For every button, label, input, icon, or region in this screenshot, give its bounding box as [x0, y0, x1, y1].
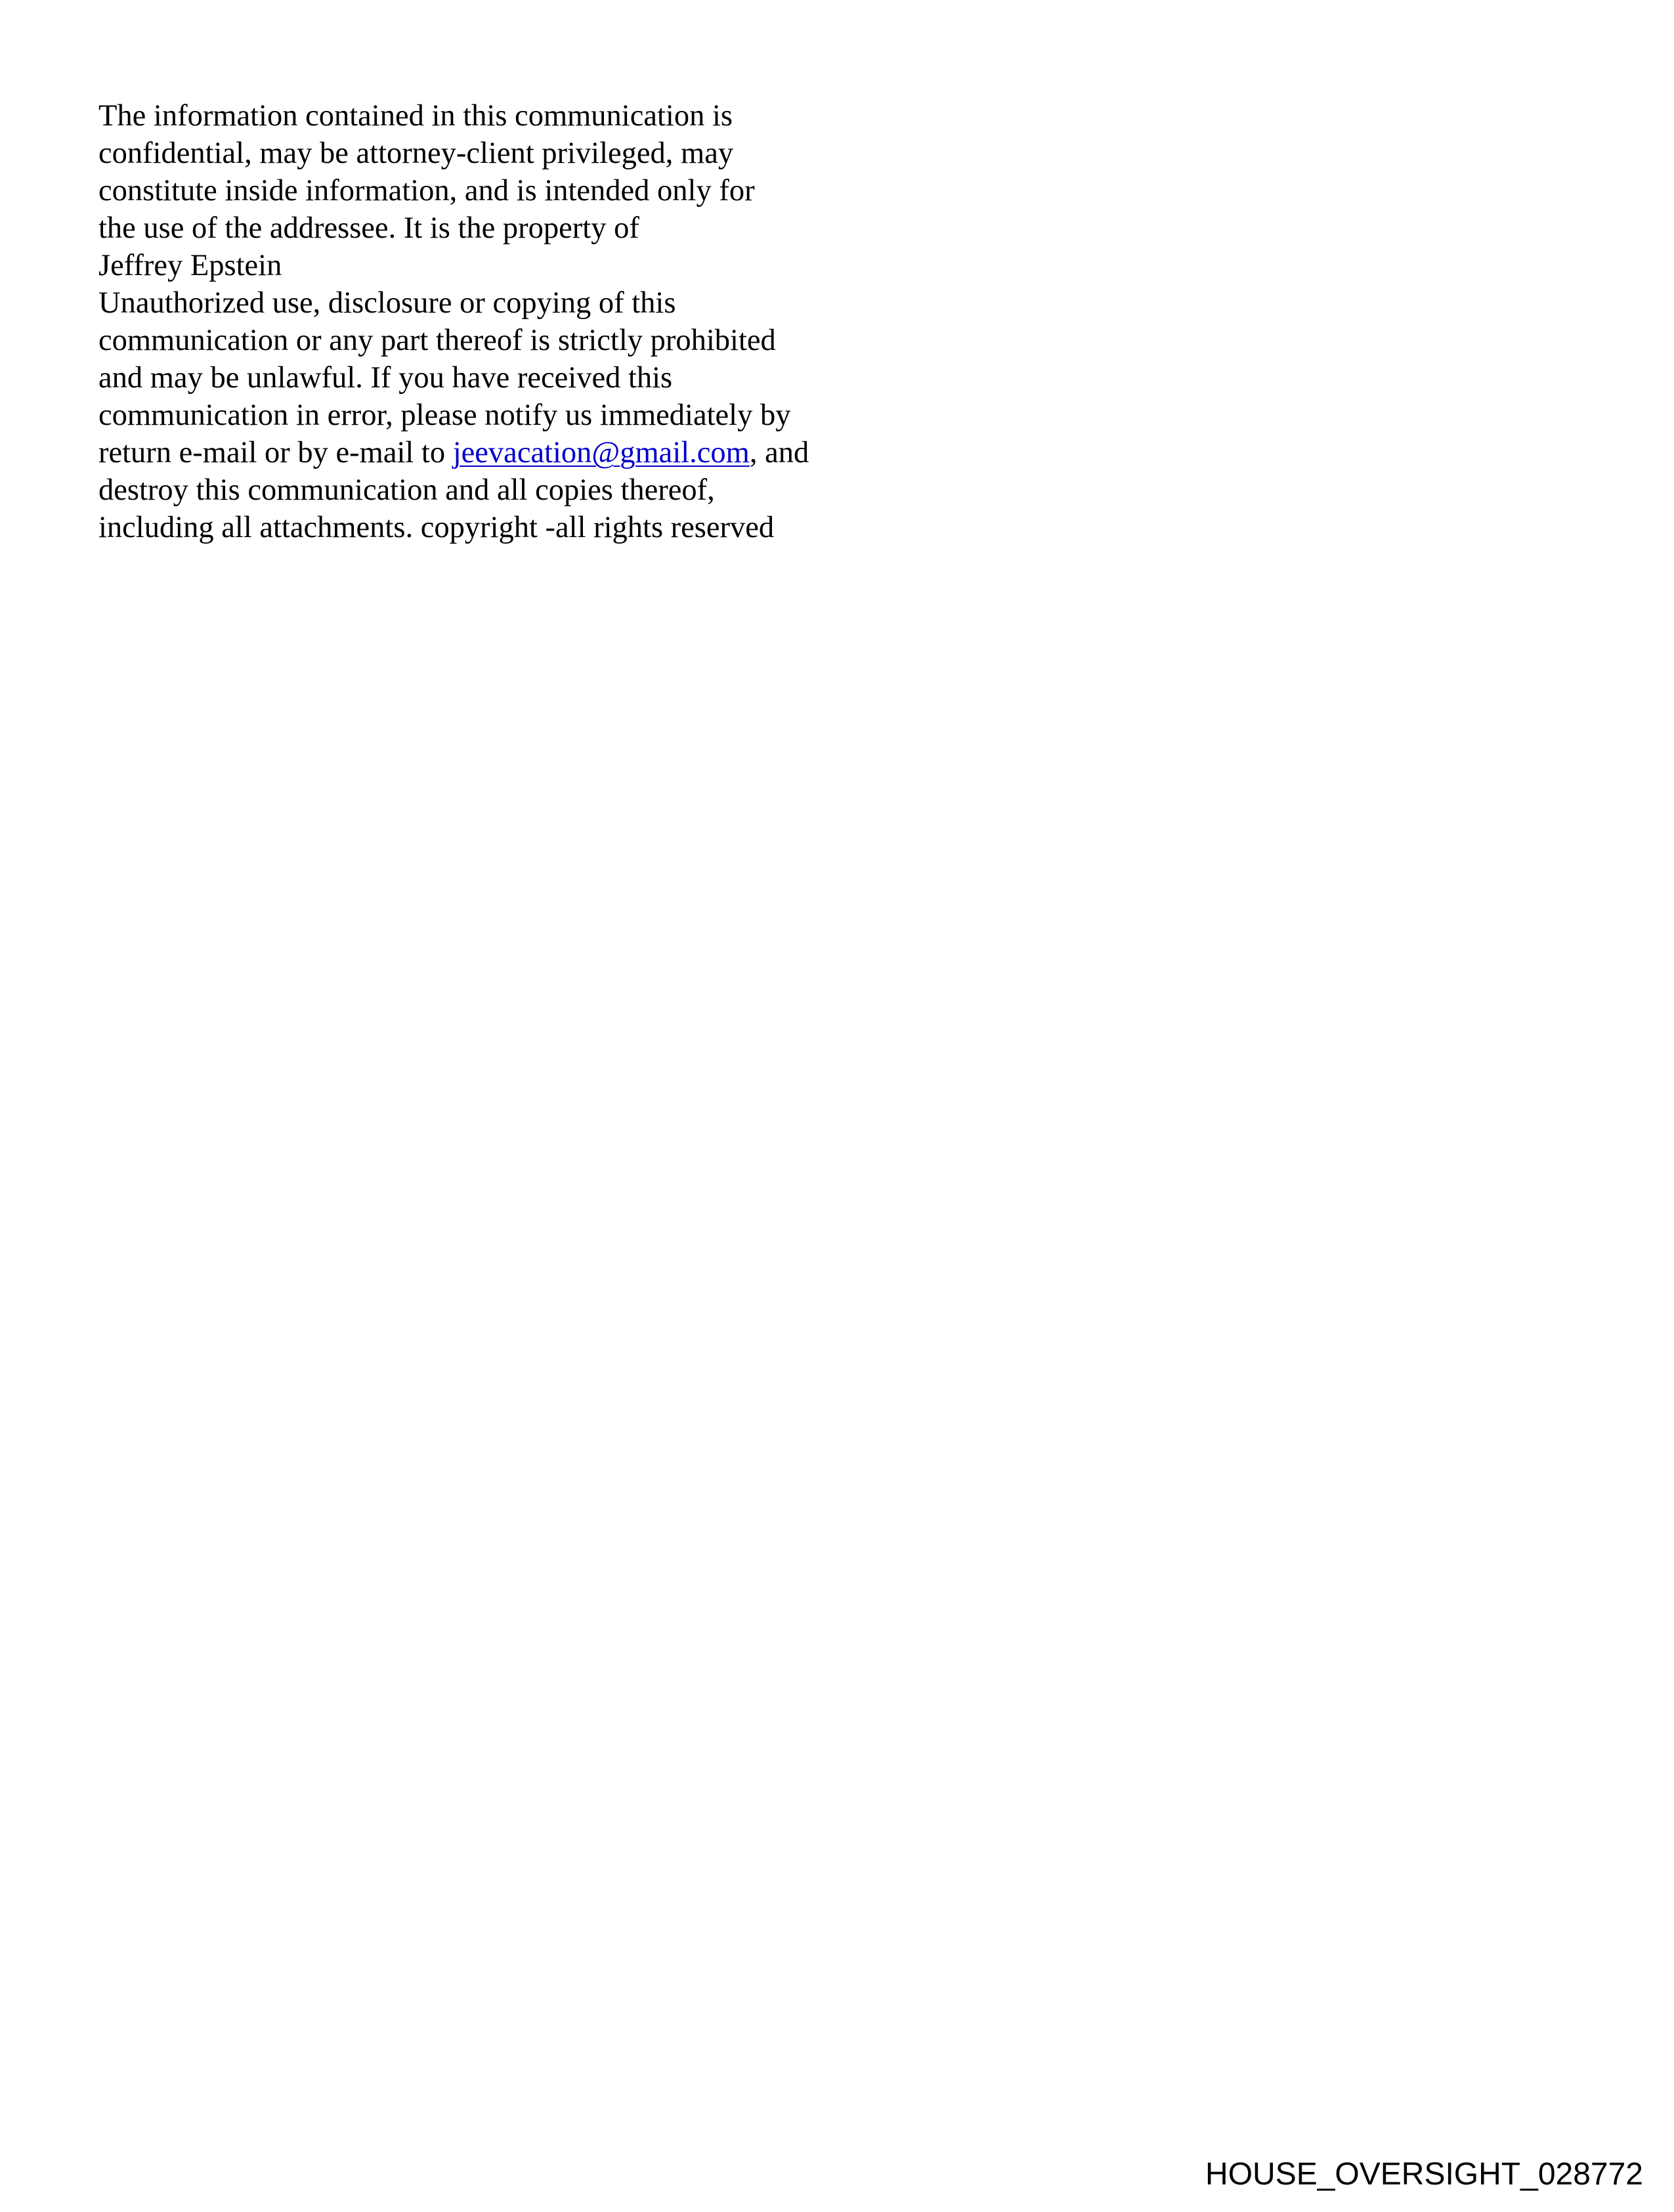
email-line-prefix: return e-mail or by e-mail to: [98, 436, 453, 469]
disclaimer-line: the use of the addressee. It is the property of: [98, 211, 639, 245]
bates-number: HOUSE_OVERSIGHT_028772: [1205, 2157, 1643, 2192]
disclaimer-line: constitute inside information, and is intended only for: [98, 174, 755, 207]
email-link[interactable]: jeevacation@gmail.com: [452, 436, 750, 469]
confidentiality-disclaimer: [98, 97, 952, 546]
disclaimer-line: Unauthorized use, disclosure or copying of this: [98, 286, 676, 320]
email-contact-line: [98, 434, 952, 471]
disclaimer-line: including all attachments. copyright -all rights reserved: [98, 511, 775, 544]
disclaimer-line: destroy this communication and all copies thereof,: [98, 473, 715, 507]
disclaimer-line: communication or any part thereof is strictly prohibited: [98, 324, 776, 357]
disclaimer-line: communication in error, please notify us immediately by: [98, 399, 791, 432]
disclaimer-line: confidential, may be attorney-client privileged, may: [98, 137, 734, 170]
property-owner-name: Jeffrey Epstein: [98, 249, 282, 282]
disclaimer-line: and may be unlawful. If you have received this: [98, 361, 673, 395]
disclaimer-line: The information contained in this communication is: [98, 99, 733, 133]
email-line-suffix: , and: [749, 436, 809, 469]
